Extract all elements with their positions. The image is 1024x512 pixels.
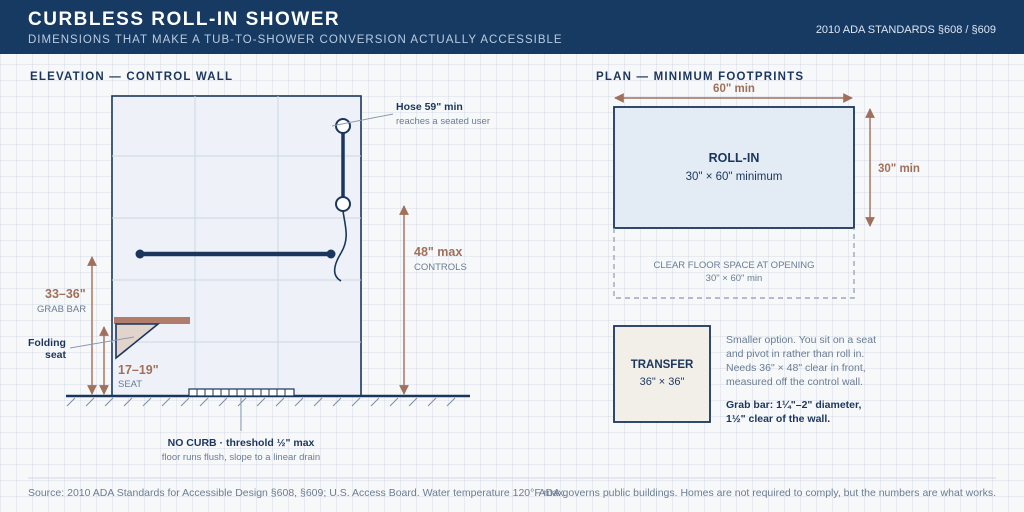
- controls-value: 48" max: [414, 245, 463, 259]
- plan-depth-label: 30" min: [878, 163, 920, 175]
- footer-note: ADA governs public buildings. Homes are not required to comply, but the numbers are what works.: [538, 487, 996, 499]
- grab-bar-label: GRAB BAR: [37, 304, 87, 315]
- shower-head-icon: [336, 119, 350, 133]
- curb-label: NO CURB · threshold ½" max: [167, 437, 315, 449]
- transfer-footprint: [614, 326, 710, 422]
- seat-label: SEAT: [118, 379, 143, 390]
- controls-label: CONTROLS: [414, 262, 467, 273]
- footer-source: Source: 2010 ADA Standards for Accessible Design §608, §609; U.S. Access Board. Water temperature 120°F max.: [28, 487, 567, 499]
- transfer-title: TRANSFER: [630, 359, 694, 371]
- elevation-heading: ELEVATION — CONTROL WALL: [30, 71, 234, 83]
- curb-sublabel: floor runs flush, slope to a linear drain: [161, 452, 321, 463]
- folding-seat-label-2: seat: [45, 349, 67, 361]
- plan-heading: PLAN — MINIMUM FOOTPRINTS: [596, 71, 805, 83]
- rollin-subtitle: 30" × 60" minimum: [685, 171, 783, 183]
- standards-reference: 2010 ADA STANDARDS §608 / §609: [815, 24, 996, 36]
- grab-bar-value: 33–36": [45, 287, 86, 301]
- seat-value: 17–19": [118, 363, 159, 377]
- grab-bar-note: Grab bar: 1¼"–2" diameter, 1½" clear of the wall.: [726, 399, 862, 425]
- linear-drain-icon: [189, 389, 294, 396]
- folding-seat-label-1: Folding: [28, 337, 66, 349]
- hose-label: Hose 59" min: [396, 101, 463, 113]
- control-wall: [112, 96, 361, 396]
- page-subtitle: DIMENSIONS THAT MAKE A TUB-TO-SHOWER CONVERSION ACTUALLY ACCESSIBLE: [28, 34, 563, 46]
- page-title: CURBLESS ROLL-IN SHOWER: [28, 9, 341, 30]
- clear-floor-title: CLEAR FLOOR SPACE AT OPENING: [653, 260, 815, 271]
- transfer-subtitle: 36" × 36": [639, 376, 685, 388]
- plan-width-label: 60" min: [713, 83, 755, 95]
- handheld-mount-icon: [336, 197, 350, 211]
- transfer-description: Smaller option. You sit on a seat and pivot in rather than roll in. Needs 36" × 48" clear in front, measured off the control wall.: [726, 334, 877, 388]
- clear-floor-subtitle: 30" × 60" min: [705, 273, 763, 284]
- rollin-title: ROLL-IN: [708, 151, 760, 165]
- rollin-footprint: [614, 107, 854, 228]
- hose-sublabel: reaches a seated user: [396, 116, 491, 127]
